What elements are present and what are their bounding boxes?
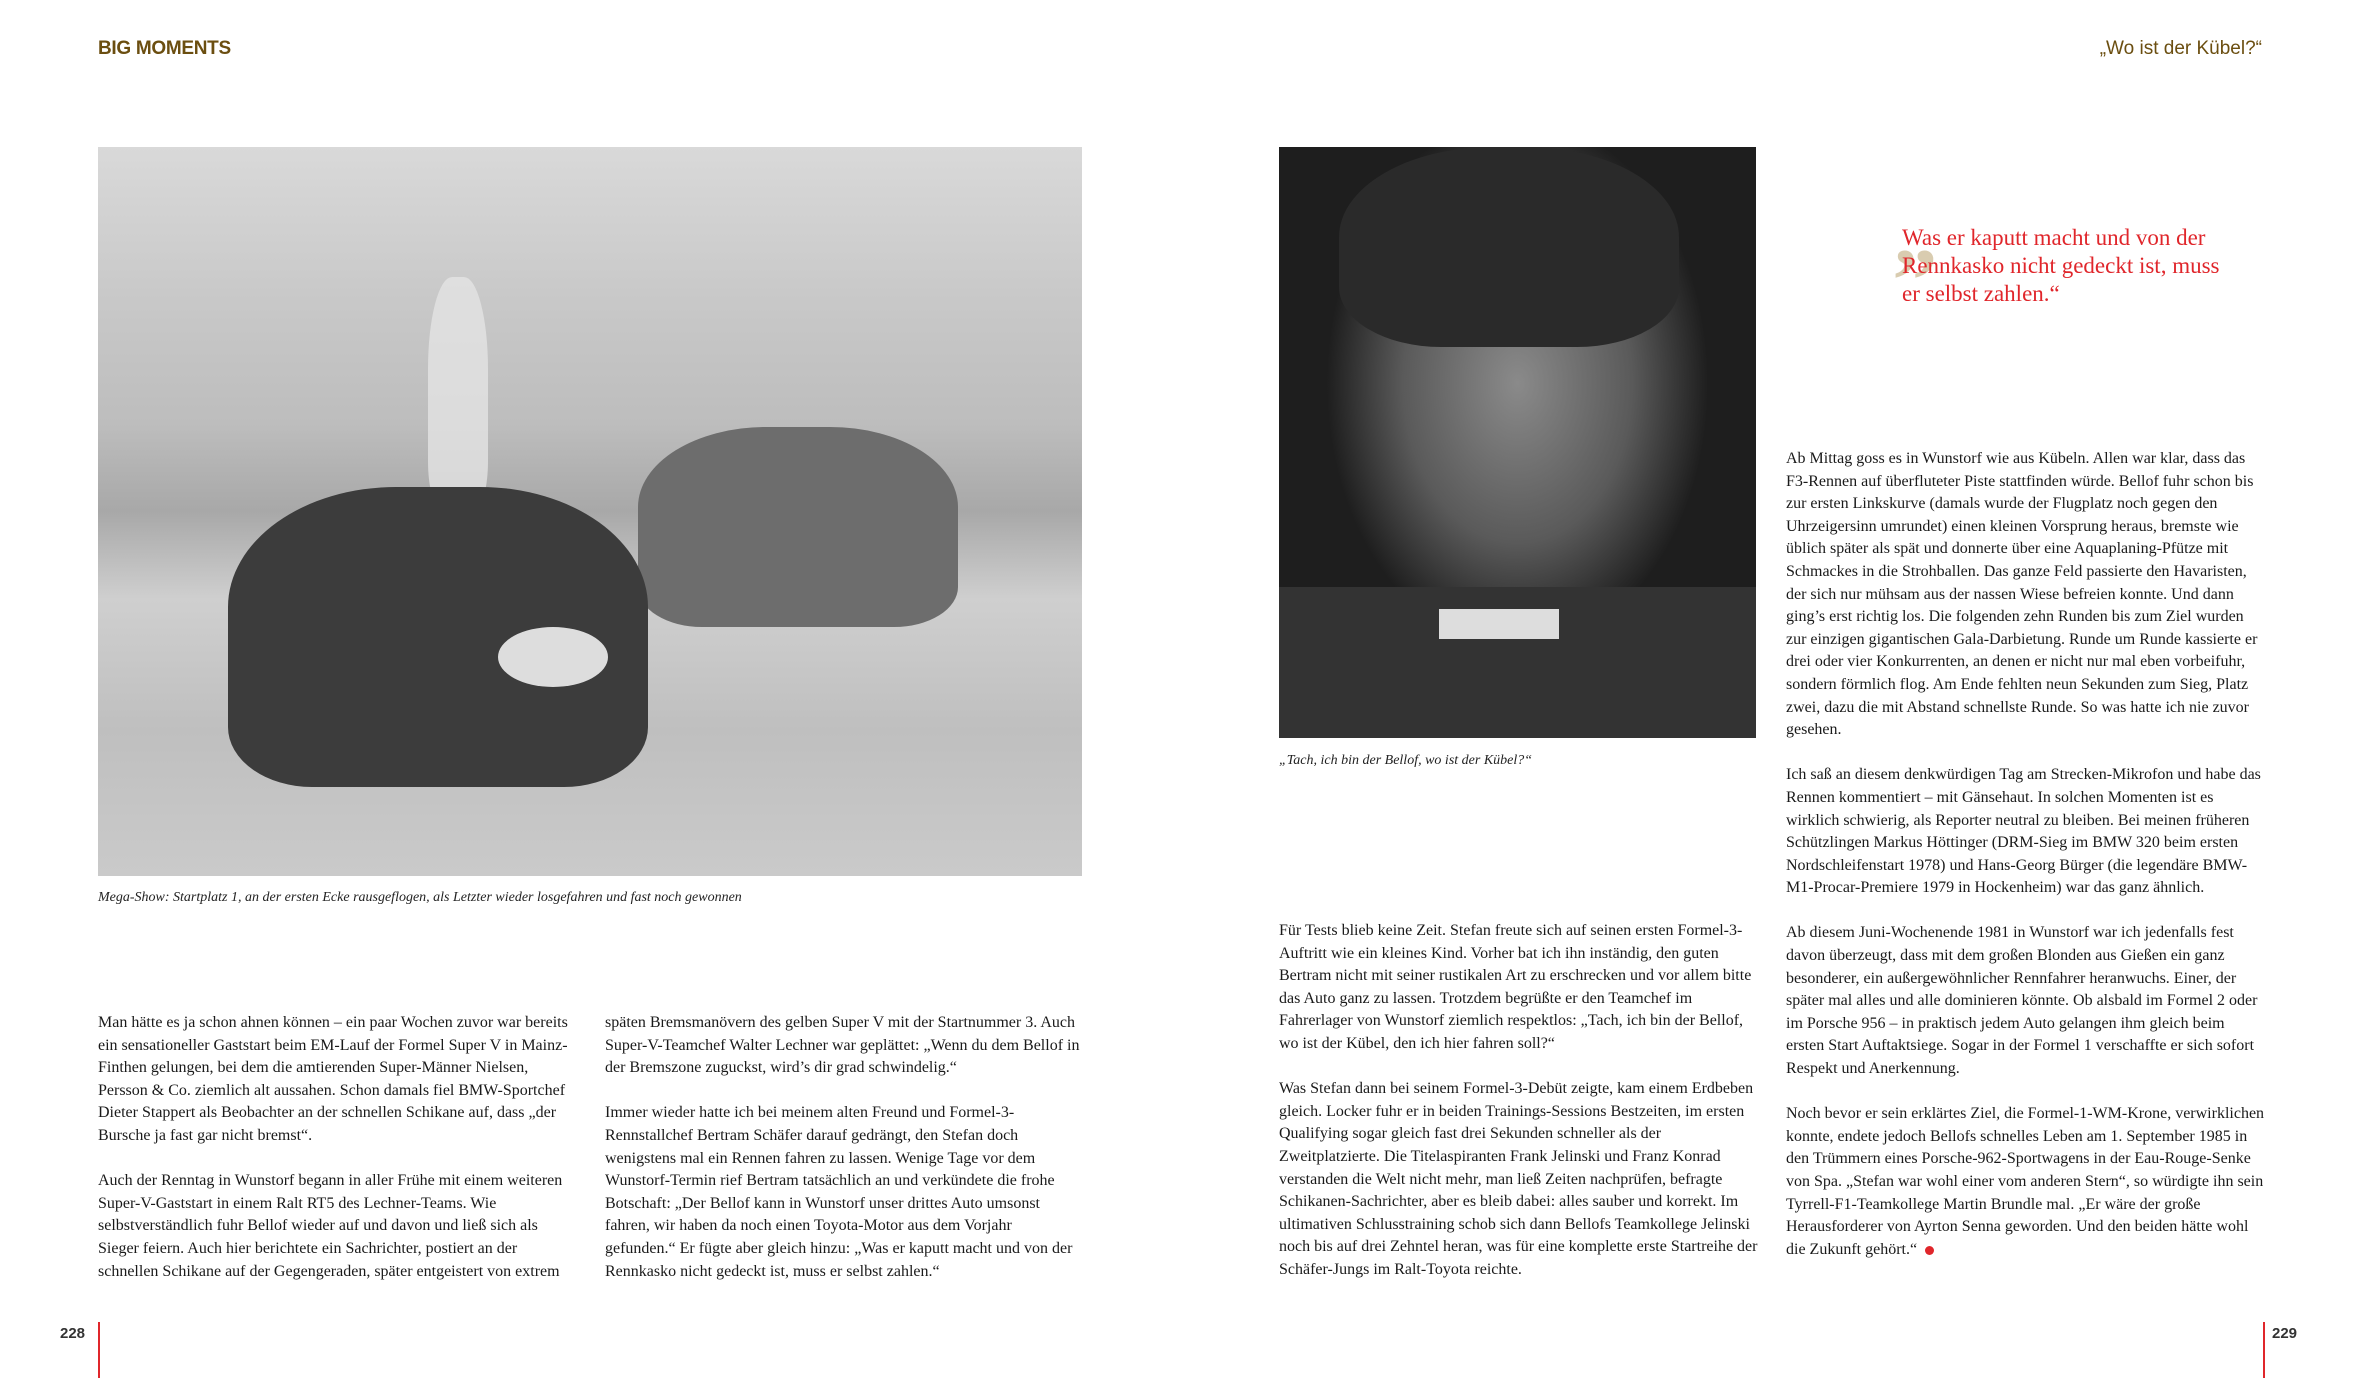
text-column-1	[98, 1012, 578, 1306]
race-photo	[98, 147, 1082, 876]
paragraph: Man hätte es ja schon ahnen können – ein paar Wochen zuvor war bereits ein sensationeller Gaststart beim EM-Lauf der Formel Super V in Mainz-Finthen gelungen, bei dem die amtierenden Super-Männer Nielsen, Persson & Co. ziemlich alt aussahen. Schon damals fiel BMW-Sportchef Dieter Stappert als Beobachter an der schnellen Schikane auf, dass „der Bursche ja fast gar nicht bremst“.	[98, 1014, 568, 1144]
number-one-plate	[498, 627, 608, 687]
paragraph: Noch bevor er sein erklärtes Ziel, die Formel-1-WM-Krone, verwirklichen konnte, endete jedoch Bellofs schnelles Leben am 1. September 1985 in den Trümmern eines Porsche-962-Sportwagens in der Eau-Rouge-Senke von Spa. „Stefan war wohl einer vom anderen Stern“, so würdigte ihn sein Tyrrell-F1-Teamkollege Martin Brundle mal. „Er wäre der große Herausforderer von Ayrton Senna geworden. Und den beiden hätte wohl die Zukunft gehört.“	[1786, 1105, 2265, 1258]
paragraph: Für Tests blieb keine Zeit. Stefan freute sich auf seinen ersten Formel-3-Auftritt wie ein kleines Kind. Vorher bat ich ihn inständig, den guten Bertram nicht mit seiner rustikalen Art zu erschrecken und vor allem bitte das Auto ganz zu lassen. Trotzdem begrüßte er den Teamchef im Fahrerlager von Wunstorf ziemlich respektlos: „Tach, ich bin der Bellof, wo ist der Kübel, den ich hier fahren soll?“	[1279, 922, 1752, 1052]
text-column-3	[1279, 920, 1759, 1304]
text-column-2	[605, 1012, 1085, 1306]
tower-shape	[428, 277, 488, 507]
text-column-4	[1786, 448, 2266, 1261]
photo-caption: Mega-Show: Startplatz 1, an der ersten Ecke rausgeflogen, als Letzter wieder losgefahren und fast noch gewonnen	[98, 890, 742, 905]
paragraph: Was Stefan dann bei seinem Formel-3-Debüt zeigte, kam einem Erdbeben gleich. Locker fuhr er in beiden Trainings-Sessions Bestzeiten, im ersten Qualifying sogar gleich fast drei Sekunden schneller als der Zweitplatzierte. Die Titelaspiranten Frank Jelinski und Franz Konrad verstanden die Welt nicht mehr, man ließ Zeiten nachprüfen, befragte Schikanen-Sachrichter, aber es bleib dabei: alles sauber und korrekt. Im ultimativen Schlusstraining schob sich dann Bellofs Teamkollege Jelinski noch bis auf drei Zehntel heran, was für eine komplette erste Startreihe der Schäfer-Jungs im Ralt-Toyota reichte.	[1279, 1080, 1758, 1278]
page-number-left: 228	[60, 1325, 86, 1342]
paragraph: Auch der Renntag in Wunstorf begann in aller Frühe mit einem weiteren Super-V-Gaststart in einem Ralt RT5 des Lechner-Teams. Wie selbstverständlich fuhr Bellof wieder auf und davon und ließ sich als Sieger feiern. Auch hier berichtete ein Sachrichter, postiert an der schnellen Schikane auf der Gegengeraden, später entgeistert von extrem	[98, 1172, 563, 1280]
pull-quote: Was er kaputt macht und von der Rennkasko nicht gedeckt ist, muss er selbst zahlen.“	[1902, 225, 2220, 306]
paragraph: Ab diesem Juni-Wochenende 1981 in Wunstorf war ich jedenfalls fest davon überzeugt, dass mit dem großen Blonden aus Gießen ein ganz besonderer, ein außergewöhnlicher Rennfahrer heranwuchs. Einer, der später mal alles und alle dominieren könnte. Ob alsbald im Formel 2 oder im Porsche 956 – in praktisch jedem Auto gelangen ihm gleich beim ersten Start Auftaktsiege. Sogar in der Formel 1 verschaffte er sich sofort Respekt und Anerkennung.	[1786, 924, 2258, 1078]
page-marker-line	[98, 1322, 100, 1378]
paragraph: Ab Mittag goss es in Wunstorf wie aus Kübeln. Allen war klar, dass das F3-Rennen auf überfluteter Piste stattfinden würde. Bellof fuhr schon bis zur ersten Linkskurve (damals wurde der Flugplatz noch gegen den Uhrzeigersinn umrundet) einen kleinen Vorsprung heraus, bremste wie üblich später als spät und donnerte über eine Aquaplaning-Pfütze mit Schmackes in die Strohballen. Das ganze Feld passierte den Havaristen, der sich nur mühsam aus der nassen Wiese befreien konnte. Und dann ging’s erst richtig los. Die folgenden zehn Runden bis zum Ziel wurden zur einzigen gigantischen Gala-Darbietung. Runde um Runde kassierte er drei oder vier Konkurrenten, an denen er nicht nur mal eben vorbeifuhr, sondern förmlich flog. Am Ende fehlten neun Sekunden zum Sieg, Platz zwei, dazu die mit Abstand schnellste Runde. So was hatte ich nie zuvor gesehen.	[1786, 450, 2258, 739]
portrait-caption: „Tach, ich bin der Bellof, wo ist der Kübel?“	[1279, 753, 1533, 768]
paragraph: Immer wieder hatte ich bei meinem alten Freund und Formel-3-Rennstallchef Bertram Schäfer darauf gedrängt, den Stefan doch wenigstens mal ein Rennen fahren zu lassen. Wenige Tage vor dem Wunstorf-Termin rief Bertram tatsächlich an und verkündete die frohe Botschaft: „Der Bellof kann in Wunstorf unser drittes Auto umsonst fahren, wir haben da noch einen Toyota-Motor aus dem Vorjahr gefunden.“ Er fügte aber gleich hinzu: „Was er kaputt macht und von der Rennkasko nicht gedeckt ist, muss er selbst zahlen.“	[605, 1104, 1073, 1280]
rear-car-shape	[638, 427, 958, 627]
chapter-title: „Wo ist der Kübel?“	[2099, 38, 2262, 59]
page-marker-line	[2263, 1322, 2265, 1378]
paragraph: Ich saß an diesem denkwürdigen Tag am Strecken-Mikrofon und habe das Rennen kommentiert – mit Gänsehaut. In solchen Momenten ist es wirklich schwierig, als Reporter neutral zu bleiben. Bei meinen früheren Schützlingen Markus Höttinger (DRM-Sieg im BMW 320 beim ersten Nordschleifenstart 1978) und Hans-Georg Bürger (die legendäre BMW-M1-Procar-Premiere 1979 in Hockenheim) war das ganz ähnlich.	[1786, 766, 2261, 897]
hair-shape	[1339, 147, 1679, 347]
page-number-right: 229	[2272, 1325, 2298, 1342]
paragraph: späten Bremsmanövern des gelben Super V mit der Startnummer 3. Auch Super-V-Teamchef Walter Lechner war geplättet: „Wenn du dem Bellof in der Bremszone zuguckst, wird’s dir grad schwindelig.“	[605, 1014, 1080, 1077]
portrait-photo	[1279, 147, 1756, 738]
end-mark-icon	[1925, 1246, 1934, 1255]
quote-mark-icon: „	[1893, 185, 1938, 284]
sponsor-patch	[1439, 609, 1559, 639]
section-title: BIG MOMENTS	[98, 38, 231, 59]
